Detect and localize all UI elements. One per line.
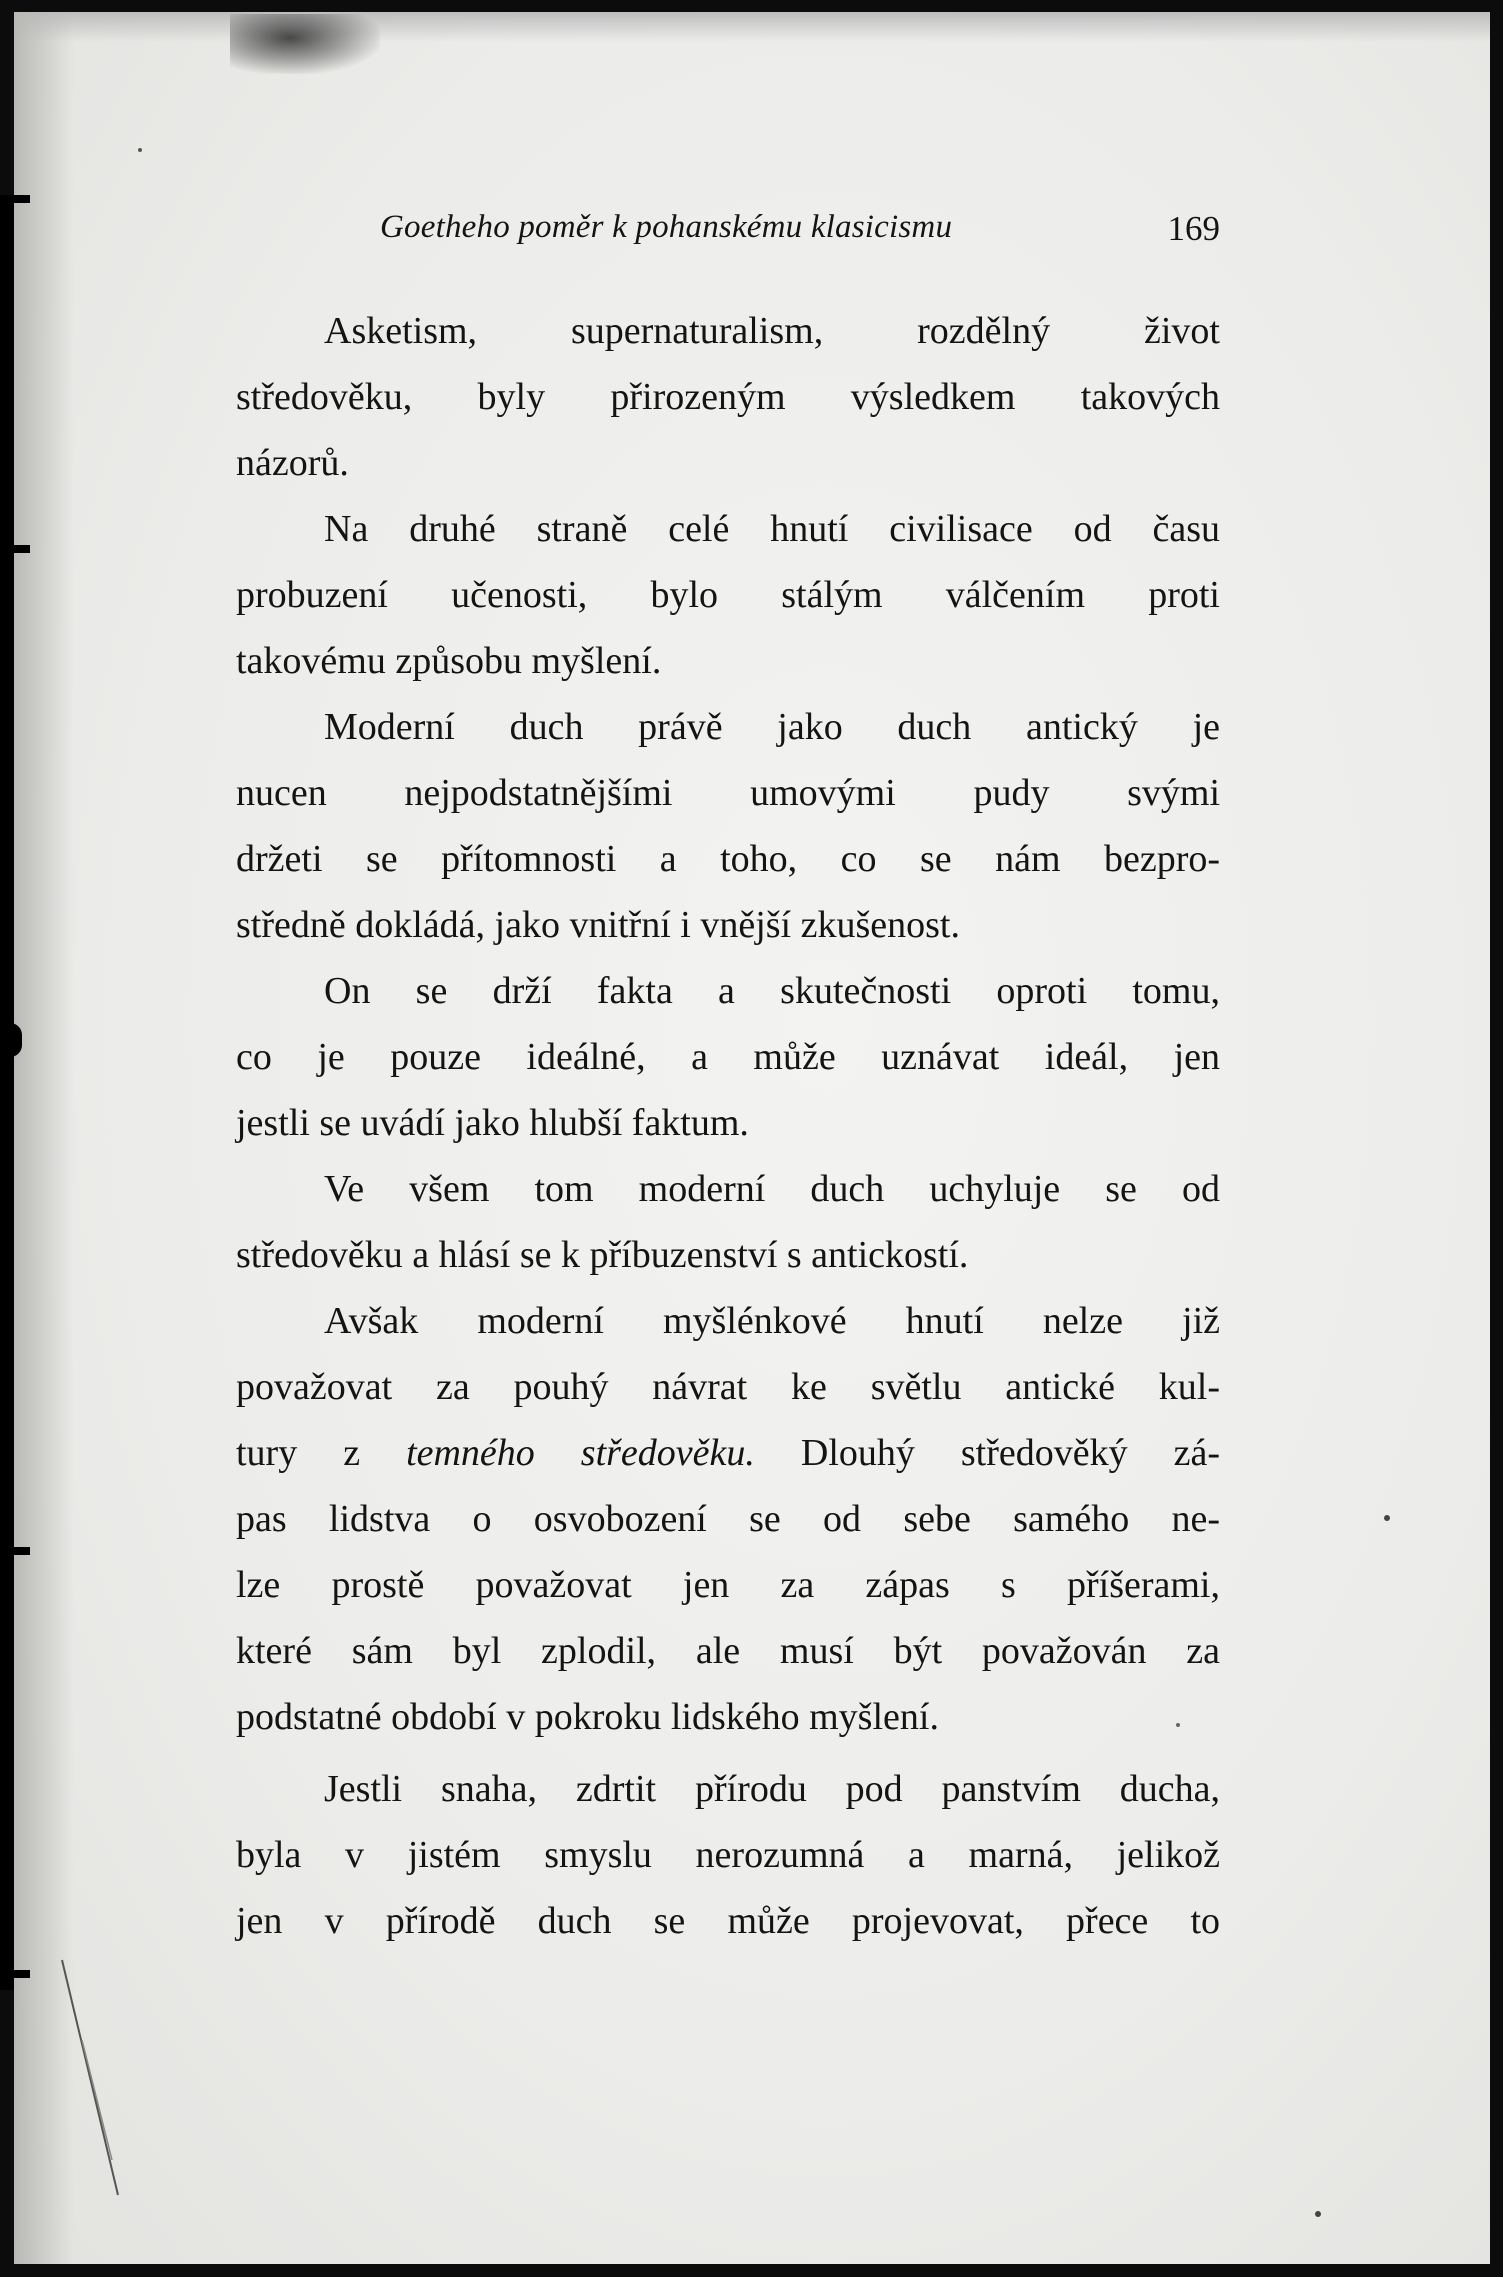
paragraph <box>236 958 1220 1156</box>
text-line: jestli se uvádí jako hlubší faktum. <box>236 1102 749 1144</box>
paragraph <box>236 1288 1220 1750</box>
page-header <box>380 205 1220 255</box>
text-line: On se drží fakta a skutečnosti oproti tomu, <box>324 970 1220 1012</box>
speck <box>138 148 142 152</box>
paragraph <box>236 694 1220 958</box>
speck <box>1315 2211 1321 2217</box>
text-line: Asketism, supernaturalism, rozdělný život <box>324 310 1220 352</box>
scratch-line <box>82 2040 112 2160</box>
text-line: Ve všem tom moderní duch uchyluje se od <box>324 1168 1220 1210</box>
paragraph <box>236 1156 1220 1288</box>
text-segment: tury z <box>236 1432 407 1474</box>
paragraph <box>236 1756 1220 1954</box>
emphasized-phrase: temného středověku. <box>406 1432 755 1474</box>
text-line: byla v jistém smyslu nerozumná a marná, jelikož <box>236 1834 1220 1876</box>
text-line: jen v přírodě duch se může projevovat, přece to <box>236 1900 1220 1942</box>
text-line: probuzení učenosti, bylo stálým válčením proti <box>236 574 1220 616</box>
text-line: které sám byl zplodil, ale musí být považován za <box>236 1630 1220 1672</box>
body-text <box>236 298 1220 1954</box>
text-line: lze prostě považovat jen za zápas s příšerami, <box>236 1564 1220 1606</box>
text-line: středověku, byly přirozeným výsledkem takových <box>236 376 1220 418</box>
text-line: středně dokládá, jako vnitřní i vnější zkušenost. <box>236 904 960 946</box>
text-line: pas lidstva o osvobození se od sebe samého ne- <box>236 1498 1220 1540</box>
text-line: nucen nejpodstatnějšími umovými pudy svými <box>236 772 1220 814</box>
text-line: podstatné období v pokroku lidského myšlení. <box>236 1696 939 1738</box>
text-line: co je pouze ideálné, a může uznávat ideál, jen <box>236 1036 1220 1078</box>
text-line: Avšak moderní myšlénkové hnutí nelze již <box>324 1300 1220 1342</box>
text-line <box>236 1420 1220 1486</box>
text-line: Jestli snaha, zdrtit přírodu pod panstvím ducha, <box>324 1768 1220 1810</box>
paragraph <box>236 496 1220 694</box>
text-line: Moderní duch právě jako duch antický je <box>324 706 1220 748</box>
page-number: 169 <box>1167 209 1220 248</box>
text-line: takovému způsobu myšlení. <box>236 640 662 682</box>
text-line: považovat za pouhý návrat ke světlu antické kul- <box>236 1366 1220 1408</box>
running-head: Goetheho poměr k pohanskému klasicismu <box>380 209 953 245</box>
paragraph <box>236 298 1220 496</box>
text-line: Na druhé straně celé hnutí civilisace od času <box>324 508 1220 550</box>
scratch-line <box>62 1960 118 2195</box>
text-line: držeti se přítomnosti a toho, co se nám bezpro- <box>236 838 1220 880</box>
text-line: středověku a hlásí se k příbuzenství s antickostí. <box>236 1234 969 1276</box>
text-segment: Dlouhý středověký zá- <box>754 1432 1220 1474</box>
speck <box>1384 1515 1390 1521</box>
text-line: názorů. <box>236 442 349 484</box>
